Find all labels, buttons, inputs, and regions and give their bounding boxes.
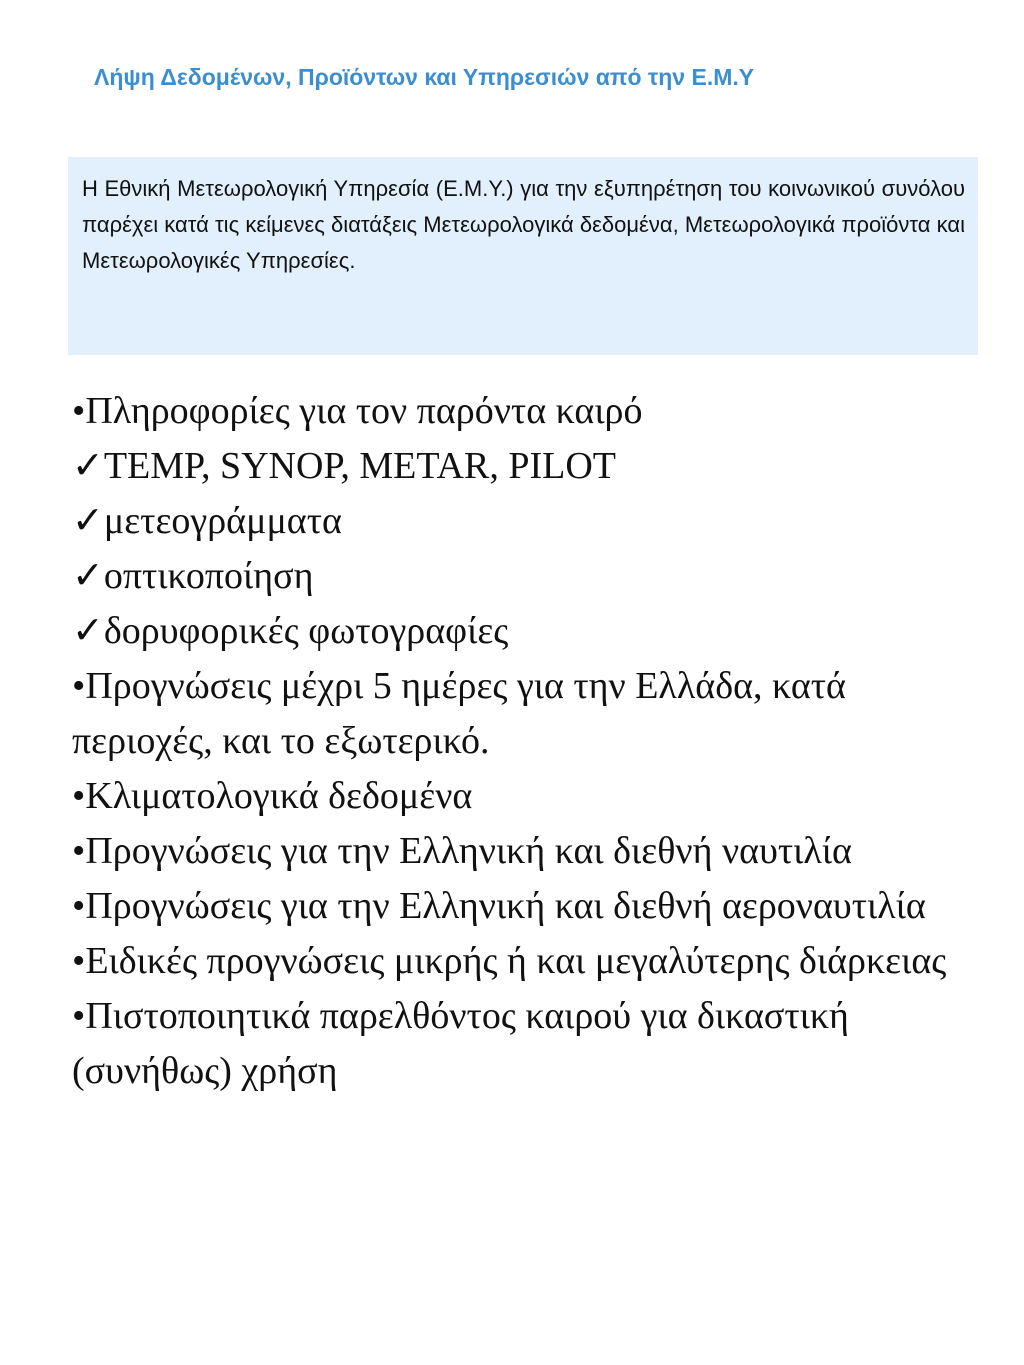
bullet-marker: •	[72, 775, 86, 817]
list-item-text: Πιστοποιητικά παρελθόντος καιρού για δικαστική (συνήθως) χρήση	[72, 995, 849, 1092]
bullet-marker: •	[72, 995, 86, 1037]
bullet-marker: •	[72, 390, 86, 432]
list-item-text: Πληροφορίες για τον παρόντα καιρό	[85, 390, 643, 432]
list-item-text: Προγνώσεις για την Ελληνική και διεθνή ναυτιλία	[85, 830, 852, 872]
list-item	[72, 494, 972, 549]
list-item-text: TEMP, SYNOP, METAR, PILOT	[103, 445, 616, 487]
list-item	[72, 549, 972, 604]
intro-text: Η Εθνική Μετεωρολογική Υπηρεσία (Ε.Μ.Υ.) για την εξυπηρέτηση του κοινωνικού συνόλου παρέχει κατά τις κείμενες διατάξεις Μετεωρολογικά δεδομένα, Μετεωρολογικά προϊόντα και Μετεωρολογικές Υπηρεσίες.	[82, 176, 965, 273]
list-item	[72, 934, 972, 989]
check-mark-icon: ✓	[72, 500, 104, 542]
check-mark-icon: ✓	[72, 555, 104, 597]
bullet-marker: •	[72, 885, 86, 927]
bullet-marker: •	[72, 830, 86, 872]
list-item	[72, 659, 972, 769]
list-item-text: δορυφορικές φωτογραφίες	[103, 610, 509, 652]
list-item-text: Ειδικές προγνώσεις μικρής ή και μεγαλύτερης διάρκειας	[85, 940, 947, 982]
check-mark-icon: ✓	[72, 445, 104, 487]
check-mark-icon: ✓	[72, 610, 104, 652]
bullet-marker: •	[72, 940, 86, 982]
list-item-text: οπτικοποίηση	[103, 555, 314, 597]
intro-box	[68, 157, 978, 355]
services-list	[72, 384, 972, 1099]
list-item	[72, 989, 972, 1099]
list-item	[72, 769, 972, 824]
list-item-text: Κλιματολογικά δεδομένα	[85, 775, 473, 817]
list-item-text: Προγνώσεις για την Ελληνική και διεθνή αεροναυτιλία	[85, 885, 926, 927]
list-item-text: μετεογράμματα	[103, 500, 342, 542]
bullet-marker: •	[72, 665, 86, 707]
list-item	[72, 824, 972, 879]
page-title: Λήψη Δεδομένων, Προϊόντων και Υπηρεσιών από την Ε.Μ.Υ	[94, 64, 755, 90]
list-item	[72, 604, 972, 659]
list-item-text: Προγνώσεις μέχρι 5 ημέρες για την Ελλάδα, κατά περιοχές, και το εξωτερικό.	[72, 665, 846, 762]
list-item	[72, 439, 972, 494]
list-item	[72, 384, 972, 439]
list-item	[72, 879, 972, 934]
